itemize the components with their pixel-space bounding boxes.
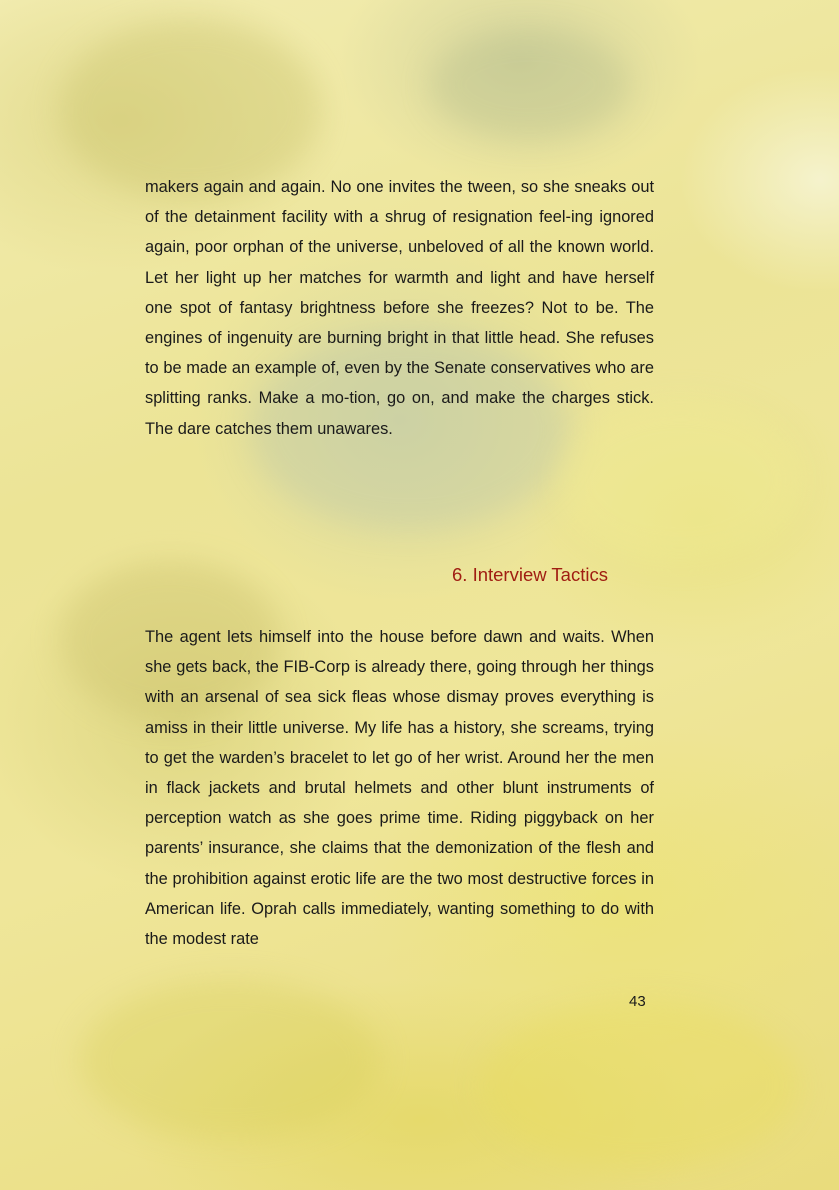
section-heading: 6. Interview Tactics: [452, 564, 608, 585]
paragraph-top: makers again and again. No one invites the tween, so she sneaks out of the detainment facility with a shrug of resignation feel-ing ignored again, poor orphan of the universe, unbeloved of all the known world. Let her light up her matches for warmth and light and have herself one spot of fantasy brightness before she freezes? Not to be. The engines of ingenuity are burning bright in that little head. She refuses to be made an example of, even by the Senate conservatives who are splitting ranks. Make a mo-tion, go on, and make the charges stick. The dare catches them unawares.: [145, 178, 654, 438]
page-number: 43: [629, 993, 646, 1010]
watercolor-wash: [430, 30, 630, 140]
paragraph-bottom: The agent lets himself into the house before dawn and waits. When she gets back, the FIB-Corp is already there, going through her things with an arsenal of sea sick fleas whose dismay proves everything is amiss in their little universe. My life has a history, she screams, trying to get the warden’s bracelet to let go of her wrist. Around her the men in flack jackets and brutal helmets and other blunt instruments of perception watch as she goes prime time. Riding piggyback on her parents’ insurance, she claims that the demonization of the flesh and the prohibition against erotic life are the two most destructive forces in American life. Oprah calls immediately, wanting something to do with the modest rate: [145, 628, 654, 949]
watercolor-wash: [480, 1000, 800, 1170]
watercolor-wash: [80, 980, 380, 1140]
